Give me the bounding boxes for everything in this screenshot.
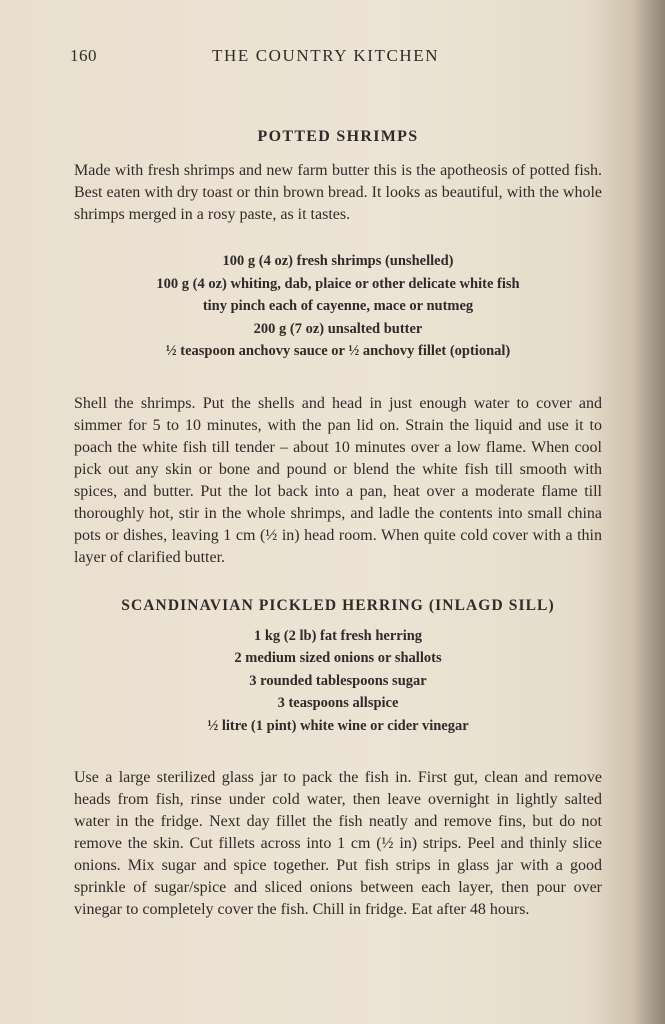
page-number: 160 (70, 46, 97, 65)
ingredient-item: 100 g (4 oz) whiting, dab, plaice or other delicate white fish (156, 275, 520, 292)
recipe-title: SCANDINAVIAN PICKLED HERRING (INLAGD SILL) (121, 596, 555, 614)
recipe-title: POTTED SHRIMPS (257, 128, 419, 145)
running-title: THE COUNTRY KITCHEN (212, 46, 440, 65)
ingredient-item: 1 kg (2 lb) fat fresh herring (253, 627, 423, 644)
ingredient-item: ½ teaspoon anchovy sauce or ½ anchovy fillet (optional) (165, 343, 511, 359)
ingredient-item: tiny pinch each of cayenne, mace or nutmeg (202, 298, 474, 314)
ingredient-item: 200 g (7 oz) unsalted butter (253, 320, 423, 337)
ingredient-item: 100 g (4 oz) fresh shrimps (unshelled) (222, 253, 454, 269)
recipe-method: Use a large sterilized glass jar to pack the fish in. First gut, clean and remove heads from fish, rinse under cold water, then leave overnight in lightly salted water in the fridge. Next day fillet the fish neatly and remove fins, but do not remove the skin. Cut fillets across into 1 cm (½ in) strips. Peel and thinly slice onions. Mix sugar and spice together. Put fish strips in glass jar with a good sprinkle of sugar/spice and sliced onions between each layer, then pour over vinegar to completely cover the fish. Chill in fridge. Eat after 48 hours. (74, 769, 602, 918)
recipe-intro: Made with fresh shrimps and new farm butter this is the apotheosis of potted fish. Best eaten with dry toast or thin brown bread. It looks as beautiful, with the whole shrimps merged in a rosy paste, as it tastes. (74, 162, 602, 223)
recipe-pickled-herring (74, 597, 602, 922)
ingredient-item: ½ litre (1 pint) white wine or cider vinegar (207, 717, 469, 734)
ingredient-list (74, 250, 602, 363)
ingredient-list (74, 625, 602, 738)
ingredient-item: 3 rounded tablespoons sugar (249, 672, 427, 689)
page-header (70, 46, 615, 70)
page-content (74, 128, 602, 921)
ingredient-item: 3 teaspoons allspice (277, 695, 399, 711)
recipe-potted-shrimps (74, 128, 602, 569)
recipe-method: Shell the shrimps. Put the shells and head in just enough water to cover and simmer for 5 to 10 minutes, with the pan lid on. Strain the liquid and use it to poach the white fish till tender – about 10 minutes over a low flame. When cool pick out any skin or bone and pound or blend the white fish till smooth with spices, and butter. Put the lot back into a pan, heat over a moderate flame till thoroughly hot, stir in the whole shrimps, and ladle the contents into small china pots or dishes, leaving 1 cm (½ in) head room. When quite cold cover with a thin layer of clarified butter. (74, 394, 602, 566)
ingredient-item: 2 medium sized onions or shallots (234, 650, 442, 666)
